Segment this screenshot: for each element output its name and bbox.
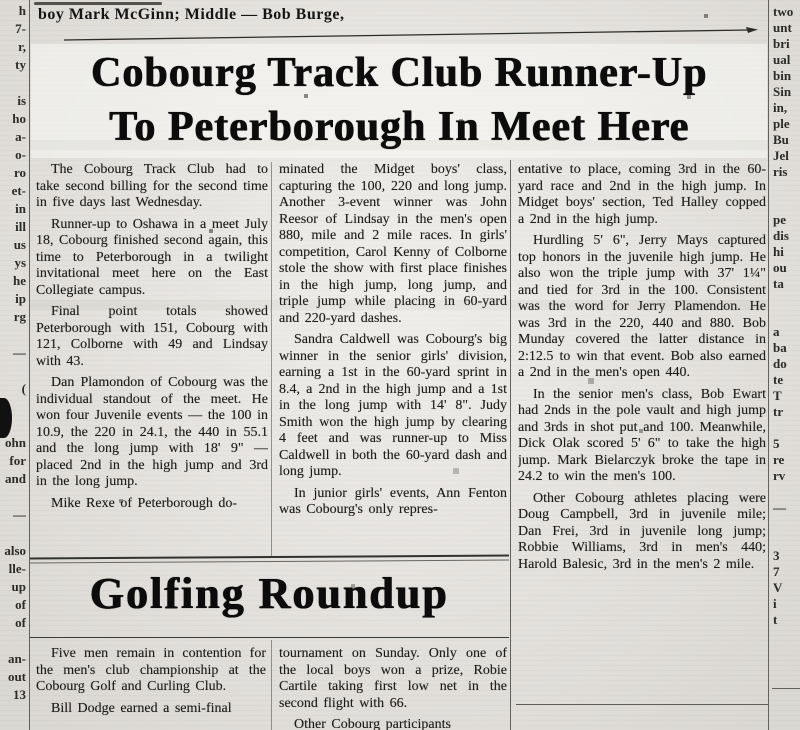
edge-fragment — [773, 708, 800, 724]
edge-fragment — [0, 488, 26, 506]
golf-headline-rule — [30, 637, 509, 638]
article-column-1 — [36, 162, 268, 554]
torn-edge-mark — [34, 2, 162, 5]
edge-fragment: rg — [13, 309, 26, 324]
paragraph: In the senior men's class, Bob Ewart had 2nds in the pole vault and high jump and 3rds in shot put and 100. Meanwhile, Dick Olak scored 5' 6" to take the high jump. Mark Bielarczyk broke the tape in 24.2 to win the men's 100. — [518, 386, 766, 484]
scan-shade-band — [30, 300, 768, 310]
edge-fragment: a — [773, 324, 780, 339]
edge-fragment: do — [773, 356, 787, 371]
edge-fragment: r, — [18, 39, 26, 54]
edge-fragment — [0, 74, 26, 92]
paragraph: Mike Rexe of Peterborough do- — [51, 495, 238, 511]
edge-fragment: ys — [14, 255, 26, 270]
edge-fragment: re — [773, 452, 785, 467]
edge-fragment: 7- — [15, 21, 26, 36]
edge-fragment: — — [773, 500, 786, 515]
edge-fragment: 13 — [13, 687, 26, 702]
edge-fragment: te — [773, 372, 784, 387]
paragraph: Dan Plamondon of Cobourg was the individual standout of the meet. He won four Juvenile events — the 100 in 10.9, the 220 in 24.1, the 440 in 55.1 and the long jump with 18' 9" — placed 2nd in the high jump and 3rd in the long jump. — [36, 375, 268, 489]
edge-fragment: V — [773, 580, 783, 595]
edge-fragment: — — [13, 345, 26, 360]
golf-headline: Golfing Roundup — [89, 569, 449, 618]
edge-fragment: dis — [773, 228, 789, 243]
edge-fragment: of — [15, 615, 26, 630]
column-rule-gutter-1 — [271, 162, 272, 556]
golf-column-2 — [279, 646, 507, 730]
paragraph: Runner-up to Oshawa in a meet July 18, Cobourg finished second again, this time to Peterborough in a twilight invitational meet here on the East Collegiate campus. — [36, 216, 268, 298]
edge-fragment: Sin — [773, 84, 792, 99]
edge-fragment — [773, 292, 800, 308]
edge-fragment: i — [773, 596, 777, 611]
edge-fragment: out — [7, 669, 26, 684]
edge-fragment: tr — [773, 404, 784, 419]
edge-fragment — [773, 308, 800, 324]
edge-fragment: two — [773, 4, 794, 19]
edge-fragment: ple — [773, 116, 790, 131]
edge-fragment: us — [13, 237, 26, 252]
column-rule-golf-gutter — [271, 640, 272, 730]
edge-fragment: for — [9, 453, 26, 468]
edge-fragment: bin — [773, 68, 792, 83]
edge-fragment: ( — [21, 381, 26, 396]
edge-fragment — [0, 704, 26, 722]
paragraph: Bill Dodge earned a semi-final — [51, 700, 232, 716]
edge-fragment: 3 — [773, 548, 780, 563]
article-end-rule — [516, 704, 768, 705]
edge-fragment: unt — [773, 20, 792, 35]
edge-fragment: and — [5, 471, 26, 486]
edge-fragment: ba — [773, 340, 787, 355]
edge-fragment: ho — [12, 111, 26, 126]
paragraph: In junior girls' events, Ann Fenton was Cobourg's only repres- — [279, 485, 507, 517]
edge-fragment: ta — [773, 276, 784, 291]
paragraph: minated the Midget boys' class, capturing the 100, 220 and long jump. Another 3-event winner was John Reesor of Lindsay in the men's open 880, mile and 2 mile races. In girls' competition, Carol Kenny of Colborne stole the show with first place finishes in the high jump, long jump, and triple jump while placing in 60-yard and 220-yard dashes. — [279, 162, 507, 326]
edge-fragment — [0, 524, 26, 542]
main-headline — [34, 46, 764, 154]
edge-fragment: also — [4, 543, 26, 558]
edge-fragment — [773, 180, 800, 196]
article-column-2 — [279, 162, 507, 554]
right-edge-strip — [773, 4, 800, 724]
edge-fragment: ty — [15, 57, 26, 72]
edge-fragment: ohn — [5, 435, 26, 450]
edge-fragment: is — [17, 93, 26, 108]
edge-fragment — [773, 644, 800, 660]
edge-fragment — [0, 326, 26, 344]
edge-fragment — [773, 532, 800, 548]
paragraph: Other Cobourg participants — [294, 717, 451, 730]
paragraph: tournament on Sunday. Only one of the local boys won a prize, Robie Cartile taking first low net in the second flight with 66. — [279, 646, 507, 711]
edge-fragment: an- — [7, 651, 26, 666]
edge-fragment — [0, 632, 26, 650]
edge-fragment: ip — [15, 291, 26, 306]
edge-fragment: h — [18, 3, 26, 18]
column-rule-right — [768, 0, 769, 730]
edge-fragment: hi — [773, 244, 784, 259]
edge-rule — [772, 688, 800, 689]
scan-shade-band — [30, 140, 768, 150]
edge-fragment — [773, 660, 800, 676]
edge-fragment — [773, 484, 800, 500]
edge-fragment — [773, 516, 800, 532]
edge-fragment — [773, 676, 800, 692]
edge-fragment: in, — [773, 100, 788, 115]
edge-fragment — [773, 628, 800, 644]
paragraph: entative to place, coming 3rd in the 60-yard race and 2nd in the high jump. In Midget boys' section, Ted Halley copped a 2nd in the high jump. — [518, 162, 766, 227]
scan-specks — [0, 0, 2, 2]
edge-fragment: o- — [15, 147, 26, 162]
edge-fragment: bri — [773, 36, 790, 51]
edge-fragment — [773, 692, 800, 708]
edge-fragment: T — [773, 388, 782, 403]
edge-fragment: Jel — [773, 148, 789, 163]
column-rule-gutter-2 — [510, 160, 511, 730]
edge-fragment: — — [13, 507, 26, 522]
paragraph: Final point totals showed Peterborough with 151, Cobourg with 121, Colborne with 49 and Lindsay with 43. — [36, 304, 268, 369]
edge-fragment: of — [15, 597, 26, 612]
section-divider-arrow — [62, 27, 762, 43]
left-edge-strip — [0, 2, 26, 722]
article-column-3 — [518, 162, 766, 702]
edge-fragment: Bu — [773, 132, 789, 147]
photo-caption: boy Mark McGinn; Middle — Bob Burge, — [38, 6, 345, 23]
edge-fragment: t — [773, 612, 778, 627]
golf-box-top-rule — [30, 555, 509, 560]
paragraph: Five men remain in contention for the men's club championship at the Cobourg Golf and Curling Club. — [36, 646, 266, 694]
column-rule-left — [29, 0, 30, 730]
edge-fragment: ou — [773, 260, 787, 275]
paragraph: Sandra Caldwell was Cobourg's big winner in the senior girls' division, earning a 1st in the 60-yard sprint in 8.4, a 2nd in the high jump and a 1st in the long jump with 14' 8". Judy Smith won the high jump by clearing 4 feet and was runner-up to Miss Caldwell in both the 60-yard dash and long jump. — [279, 332, 507, 479]
paragraph: Other Cobourg athletes placing were Doug Campbell, 3rd in juvenile mile; Dan Frei, 3rd in juvenile long jump; Robbie Williams, 3rd in men's 440; Harold Balesic, 3rd in the men's 2 mile. — [518, 490, 766, 572]
edge-fragment: lle- — [8, 561, 26, 576]
golf-box-top-rule-2 — [30, 560, 509, 564]
edge-fragment: ris — [773, 164, 788, 179]
headline-line-2: To Peterborough In Meet Here — [108, 104, 690, 150]
edge-fragment: in — [15, 201, 26, 216]
edge-fragment: et- — [11, 183, 26, 198]
edge-fragment: ual — [773, 52, 791, 67]
edge-fragment: he — [13, 273, 26, 288]
edge-fragment: up — [11, 579, 26, 594]
edge-fragment: ro — [13, 165, 26, 180]
edge-fragment: rv — [773, 468, 786, 483]
golf-column-1 — [36, 646, 266, 730]
edge-fragment: 7 — [773, 564, 780, 579]
edge-fragment: ill — [15, 219, 26, 234]
paragraph: The Cobourg Track Club had to take second billing for the second time in five days last Wednesday. — [36, 162, 268, 210]
edge-fragment: a- — [15, 129, 26, 144]
headline-line-1: Cobourg Track Club Runner-Up — [90, 50, 708, 96]
edge-fragment — [773, 196, 800, 212]
edge-fragment — [773, 420, 800, 436]
paragraph: Hurdling 5' 6", Jerry Mays captured top honors in the juvenile high jump. He also won the triple jump with 37' 1¼" and tied for 3rd in the 100. Consistent was the word for Jerry Plamendon. He was 3rd in the 220, 440 and 880. Bob Munday covered the latter distance in 2:12.5 to win that event. Bob also earned a 2nd in the men's open 440. — [518, 233, 766, 380]
edge-fragment — [0, 362, 26, 380]
edge-fragment: pe — [773, 212, 786, 227]
edge-fragment: 5 — [773, 436, 780, 451]
